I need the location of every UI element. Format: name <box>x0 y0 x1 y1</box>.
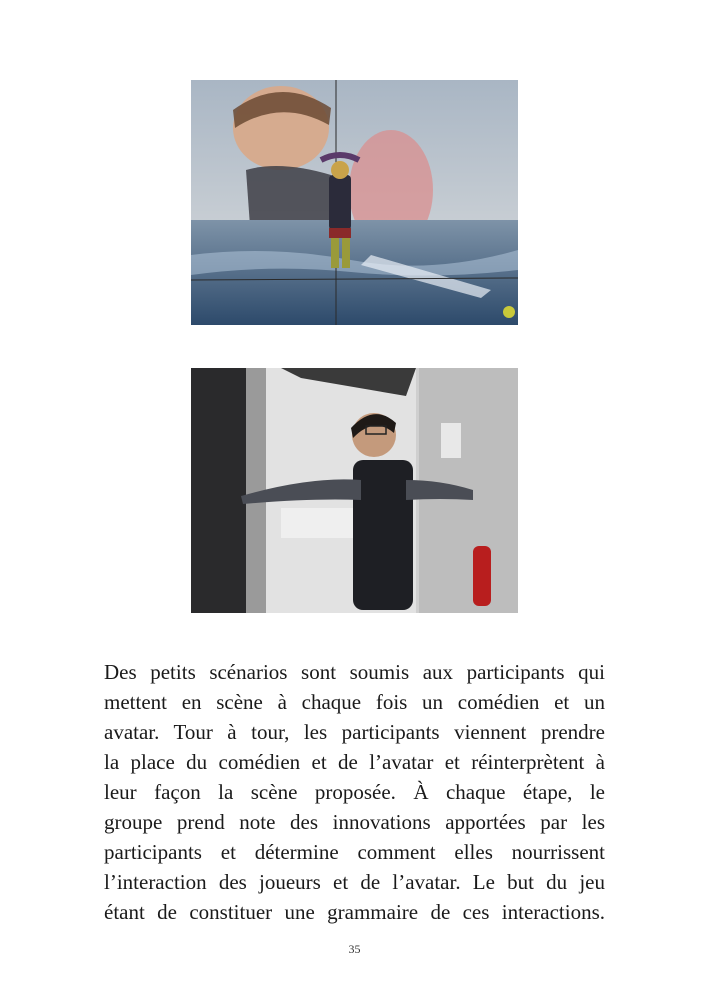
photo-vr-avatar <box>191 80 518 325</box>
paragraph-line: mettent en scène à chaque fois un comédien et un <box>104 690 605 714</box>
paragraph-line: la place du comédien et de l’avatar et réinterprètent à <box>104 750 605 774</box>
paragraph-line: l’interaction des joueurs et de l’avatar. Le but du jeu <box>104 870 605 894</box>
page-number: 35 <box>348 942 361 956</box>
paragraph-line: avatar. Tour à tour, les participants viennent prendre <box>104 720 605 744</box>
body-paragraph <box>104 657 605 927</box>
photo-child-arms-out <box>191 368 518 613</box>
paragraph-line: Des petits scénarios sont soumis aux participants qui <box>104 660 605 684</box>
paragraph-line: étant de constituer une grammaire de ces interactions. <box>104 900 605 924</box>
paragraph-line: groupe prend note des innovations apportées par les <box>104 810 605 834</box>
paragraph-line: leur façon la scène proposée. À chaque étape, le <box>104 780 605 804</box>
paragraph-line: participants et détermine comment elles nourrissent <box>104 840 605 864</box>
